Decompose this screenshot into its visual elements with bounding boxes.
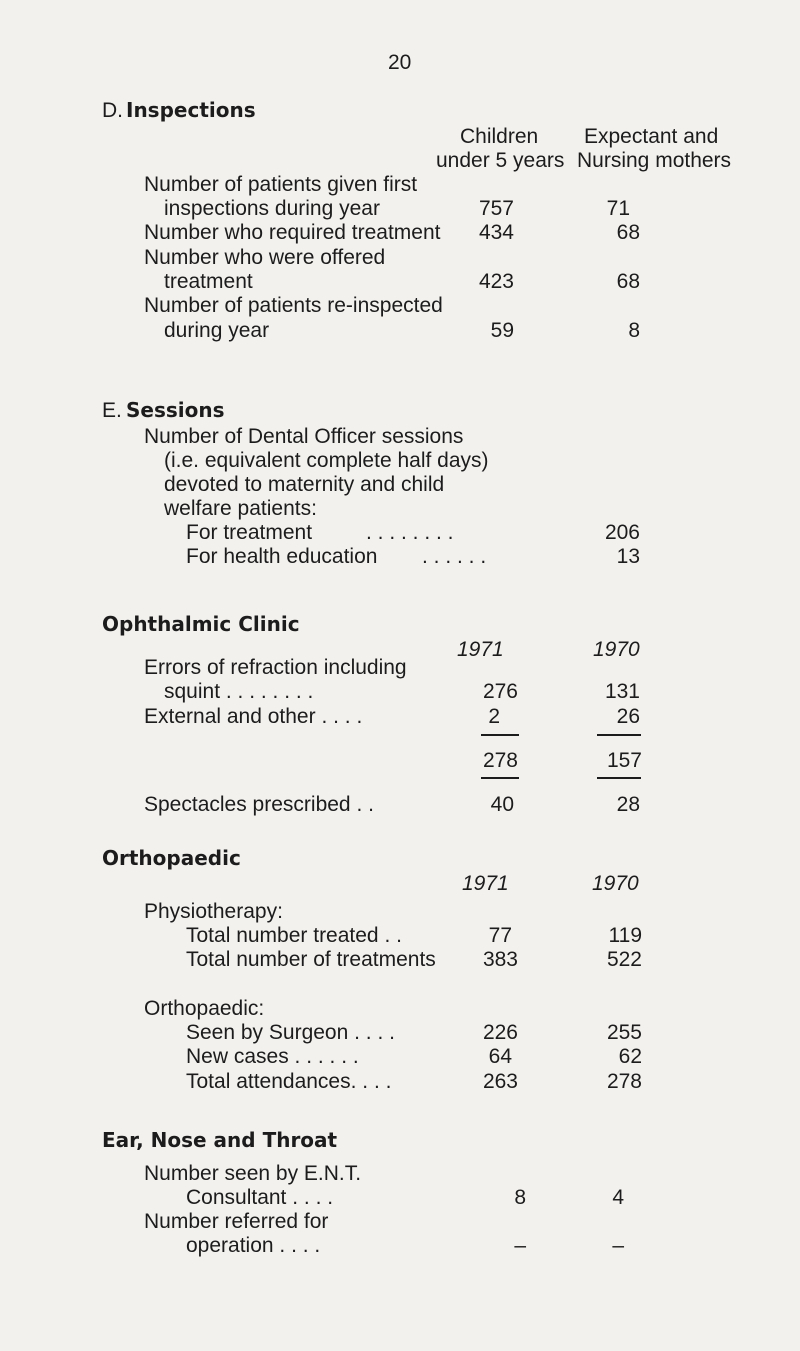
year-header: 1971 bbox=[457, 638, 504, 661]
row-label: treatment bbox=[164, 270, 253, 293]
intro-line: devoted to maternity and child bbox=[164, 473, 445, 496]
group-label: Orthopaedic: bbox=[144, 997, 265, 1020]
value-cell: 68 bbox=[616, 270, 640, 293]
value-cell: 276 bbox=[482, 680, 518, 703]
value-cell: 62 bbox=[618, 1045, 642, 1068]
row-label: Number referred for bbox=[144, 1210, 329, 1233]
value-cell: 278 bbox=[606, 1070, 642, 1093]
sum-rule bbox=[597, 777, 641, 779]
row-label: Number seen by E.N.T. bbox=[144, 1162, 362, 1185]
total-value: 157 bbox=[606, 749, 642, 772]
row-label: New cases . . . . . . bbox=[186, 1045, 359, 1068]
total-value: 278 bbox=[482, 749, 518, 772]
value-cell: 4 bbox=[612, 1186, 624, 1209]
intro-line: (i.e. equivalent complete half days) bbox=[164, 449, 489, 472]
value-cell: 255 bbox=[606, 1021, 642, 1044]
section-heading: Inspections bbox=[126, 98, 256, 122]
value-cell: – bbox=[514, 1234, 526, 1257]
sum-rule bbox=[481, 734, 519, 736]
value-cell: – bbox=[612, 1234, 624, 1257]
intro-line: Number of Dental Officer sessions bbox=[144, 425, 464, 448]
value-cell: 71 bbox=[606, 197, 630, 220]
intro-line: welfare patients: bbox=[164, 497, 317, 520]
sum-rule bbox=[597, 734, 641, 736]
row-label: For treatment bbox=[186, 521, 313, 544]
value-cell: 206 bbox=[604, 521, 640, 544]
page-number: 20 bbox=[388, 51, 412, 74]
value-cell: 8 bbox=[628, 319, 640, 342]
section-heading: Ophthalmic Clinic bbox=[102, 612, 300, 636]
value-cell: 423 bbox=[478, 270, 514, 293]
row-label: Number who required treatment bbox=[144, 221, 441, 244]
row-label: Seen by Surgeon . . . . bbox=[186, 1021, 395, 1044]
value-cell: 68 bbox=[616, 221, 640, 244]
value-cell: 757 bbox=[478, 197, 514, 220]
section-heading: Orthopaedic bbox=[102, 846, 241, 870]
row-label: Spectacles prescribed . . bbox=[144, 793, 374, 816]
row-label: External and other . . . . bbox=[144, 705, 363, 728]
value-cell: 2 bbox=[488, 705, 500, 728]
value-cell: 522 bbox=[606, 948, 642, 971]
value-cell: 26 bbox=[616, 705, 640, 728]
row-label: Consultant . . . . bbox=[186, 1186, 334, 1209]
value-cell: 131 bbox=[604, 680, 640, 703]
value-cell: 59 bbox=[490, 319, 514, 342]
value-cell: 263 bbox=[482, 1070, 518, 1093]
year-header: 1970 bbox=[593, 638, 640, 661]
value-cell: 13 bbox=[616, 545, 640, 568]
section-heading: Ear, Nose and Throat bbox=[102, 1128, 338, 1152]
section-letter: E. bbox=[102, 399, 122, 422]
section-letter: D. bbox=[102, 99, 123, 122]
year-header: 1971 bbox=[462, 872, 509, 895]
column-header: Expectant and bbox=[584, 125, 719, 148]
value-cell: 64 bbox=[488, 1045, 512, 1068]
row-label: operation . . . . bbox=[186, 1234, 321, 1257]
value-cell: 28 bbox=[616, 793, 640, 816]
year-header: 1970 bbox=[592, 872, 639, 895]
row-label: Total number treated . . bbox=[186, 924, 402, 947]
value-cell: 383 bbox=[482, 948, 518, 971]
group-label: Physiotherapy: bbox=[144, 900, 283, 923]
value-cell: 226 bbox=[482, 1021, 518, 1044]
row-label: during year bbox=[164, 319, 270, 342]
row-label: inspections during year bbox=[164, 197, 380, 220]
leader-dots: . . . . . . bbox=[422, 545, 487, 568]
row-label: Number of patients given first bbox=[144, 173, 418, 196]
column-header: Children bbox=[460, 125, 539, 148]
row-label: Number of patients re-inspected bbox=[144, 294, 443, 317]
row-label: For health education bbox=[186, 545, 378, 568]
value-cell: 40 bbox=[490, 793, 514, 816]
value-cell: 119 bbox=[608, 924, 642, 947]
row-label: Total attendances. . . . bbox=[186, 1070, 392, 1093]
column-header: under 5 years bbox=[436, 149, 565, 172]
value-cell: 77 bbox=[488, 924, 512, 947]
row-label: Number who were offered bbox=[144, 246, 386, 269]
sum-rule bbox=[481, 777, 519, 779]
row-label: squint . . . . . . . . bbox=[164, 680, 314, 703]
row-label: Errors of refraction including bbox=[144, 656, 407, 679]
section-heading: Sessions bbox=[126, 398, 225, 422]
column-header: Nursing mothers bbox=[577, 149, 732, 172]
value-cell: 8 bbox=[514, 1186, 526, 1209]
row-label: Total number of treatments bbox=[186, 948, 436, 971]
value-cell: 434 bbox=[478, 221, 514, 244]
leader-dots: . . . . . . . . bbox=[366, 521, 454, 544]
